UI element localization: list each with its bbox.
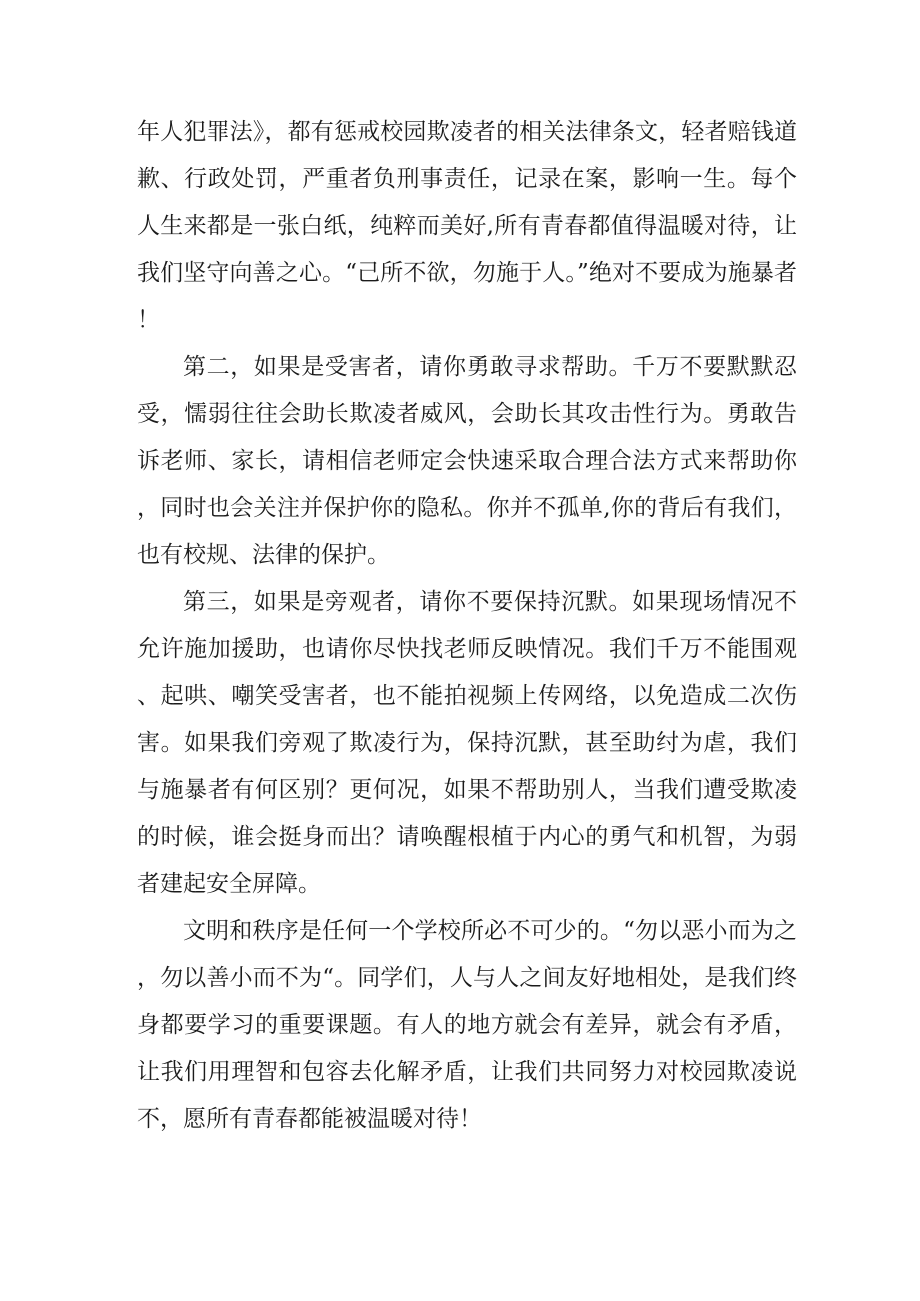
- paragraph-conclusion: 文明和秩序是任何一个学校所必不可少的。“勿以恶小而为之，勿以善小而不为“。同学们，人与人之间友好地相处，是我们终身都要学习的重要课题。有人的地方就会有差异，就会有矛盾，让我们用理智和包容去化解矛盾，让我们共同努力对校园欺凌说不，愿所有青春都能被温暖对待！: [137, 918, 797, 1132]
- document-body: [137, 109, 797, 1143]
- paragraph-continued: 年人犯罪法》，都有惩戒校园欺凌者的相关法律条文，轻者赔钱道歉、行政处罚，严重者负刑事责任，记录在案，影响一生。每个人生来都是一张白纸，纯粹而美好,所有青春都值得温暖对待，让我们坚守向善之心。“己所不欲，勿施于人。”绝对不要成为施暴者！: [137, 119, 797, 333]
- paragraph-victim: 第二，如果是受害者，请你勇敢寻求帮助。千万不要默默忍受，懦弱往往会助长欺凌者威风，会助长其攻击性行为。勇敢告诉老师、家长，请相信老师定会快速采取合理合法方式来帮助你，同时也会关注并保护你的隐私。你并不孤单,你的背后有我们，也有校规、法律的保护。: [137, 354, 797, 568]
- paragraph-bystander: 第三，如果是旁观者，请你不要保持沉默。如果现场情况不允许施加援助，也请你尽快找老师反映情况。我们千万不能围观、起哄、嘲笑受害者，也不能拍视频上传网络，以免造成二次伤害。如果我们旁观了欺凌行为，保持沉默，甚至助纣为虐，我们与施暴者有何区别？更何况，如果不帮助别人，当我们遭受欺凌的时候，谁会挺身而出？请唤醒根植于内心的勇气和机智，为弱者建起安全屏障。: [137, 589, 797, 897]
